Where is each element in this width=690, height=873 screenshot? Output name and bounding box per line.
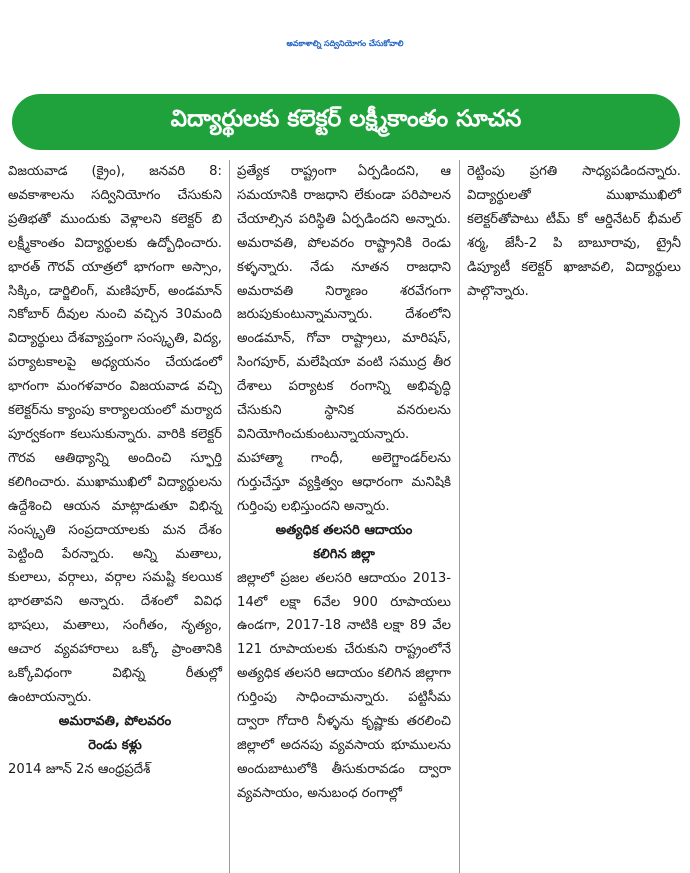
article-column-1 <box>8 160 222 782</box>
headline: అవకాశాల్ని సద్వినియోగం చేసుకోవాలి <box>286 38 404 48</box>
article-column-3 <box>467 160 681 303</box>
article-column-2 <box>237 160 451 806</box>
body-paragraph: ప్రత్యేక రాష్ట్రంగా ఏర్పడిందని, ఆ సమయానికి రాజధాని లేకుండా పరిపాలన చేయాల్సిన పరిస్థితి ఏర్పడిందని అన్నారు. అమరావతి, పోలవరం రాష్ట్రానికి రెండు కళ్ళన్నారు. నేడు నూతన రాజధాని అమరావతి నిర్మాణం శరవేగంగా జరుపుకుంటున్నామన్నారు. దేశంలోని అండమాన్, గోవా రాష్ట్రాలు, మారిషస్, సింగపూర్, మలేషియా వంటి సముద్ర తీర దేశాలు పర్యాటక రంగాన్ని అభివృద్ధి చేసుకుని స్థానిక వనరులను వినియోగించుకుంటున్నాయన్నారు. మహాత్మా గాంధీ, అలెగ్జాండర్‌లను గుర్తుచేస్తూ వ్యక్తిత్వం ఆధారంగా మనిషికి గుర్తింపు లభిస్తుందని అన్నారు. <box>237 164 451 514</box>
body-paragraph: 2014 జూన్ 2న ఆంధ్రప్రదేశ్ <box>8 761 151 777</box>
subheadline-banner <box>12 94 680 150</box>
body-paragraph: విజయవాడ (క్రైం), జనవరి 8: అవకాశాలను సద్వినియోగం చేసుకుని ప్రతిభతో ముందుకు వెళ్లాలని కలెక్టర్ బి లక్ష్మీకాంతం విద్యార్థులకు ఉద్బోధించారు. భారత్ గౌరవ్ యాత్రలో భాగంగా అస్సాం, సిక్కిం, డార్జిలింగ్, మణిపూర్, అండమాన్ నికోబార్ దీవుల నుంచి వచ్చిన 30మంది విద్యార్థులు దేశవ్యాప్తంగా సంస్కృతి, విద్య, పర్యాటకాలపై అధ్యయనం చేయడంలో భాగంగా మంగళవారం విజయవాడ వచ్చి కలెక్టర్‌ను క్యాంపు కార్యాలయంలో మర్యాద పూర్వకంగా కలుసుకున్నారు. వారికి కలెక్టర్ గౌరవ ఆతిథ్యాన్ని అందించి స్ఫూర్తి కలిగించారు. ముఖాముఖిలో విద్యార్థులను ఉద్దేశించి ఆయన మాట్లాడుతూ విభిన్న సంస్కృతి సంప్రదాయాలకు మన దేశం పెట్టింది పేరన్నారు. అన్ని మతాలు, కులాలు, వర్గాలు, వర్గాల సమష్టి కలయిక భారతావని అన్నారు. దేశంలో వివిధ భాషలు, మతాలు, సంగీతం, నృత్యం, ఆచార వ్యవహారాలు ఒక్కో ప్రాంతానికి ఒక్కోవిధంగా విభిన్న రీతుల్లో ఉంటాయన్నారు. <box>8 164 222 705</box>
column-divider <box>229 160 230 873</box>
body-paragraph: జిల్లాలో ప్రజల తలసరి ఆదాయం 2013-14లో లక్షా 6వేల 900 రూపాయలు ఉండగా, 2017-18 నాటికి లక్షా 89 వేల 121 రూపాయలకు చేరుకుని రాష్ట్రంలోనే అత్యధిక తలసరి ఆదాయం కలిగిన జిల్లాగా గుర్తింపు సాధించామన్నారు. పట్టిసీమ ద్వారా గోదారి నీళ్ళను కృష్ణాకు తరలించి జిల్లాలో అదనపు వ్యవసాయ భూములను అందుబాటులోకి తీసుకురావడం ద్వారా వ్యవసాయం, అనుబంధ రంగాల్లో <box>237 570 451 801</box>
subheading: అత్యధిక తలసరి ఆదాయం <box>275 522 413 538</box>
column-divider <box>459 160 460 873</box>
subheading: కలిగిన జిల్లా <box>313 546 375 562</box>
subheading: అమరావతి, పోలవరం <box>58 713 172 729</box>
subheadline: విద్యార్థులకు కలెక్టర్ లక్ష్మీకాంతం సూచన <box>170 106 522 132</box>
body-paragraph: రెట్టింపు ప్రగతి సాధ్యపడిందన్నారు. విద్యార్థులతో ముఖాముఖిలో కలెక్టర్‌తోపాటు టీమ్ కో ఆర్డినేటర్ భీమల్ శర్మ, జేసీ-2 పి బాబూరావు, ట్రైనీ డిప్యూటీ కలెక్టర్ ఖాజావలి, విద్యార్థులు పాల్గొన్నారు. <box>467 164 681 299</box>
subheading: రెండు కళ్లు <box>88 737 142 753</box>
